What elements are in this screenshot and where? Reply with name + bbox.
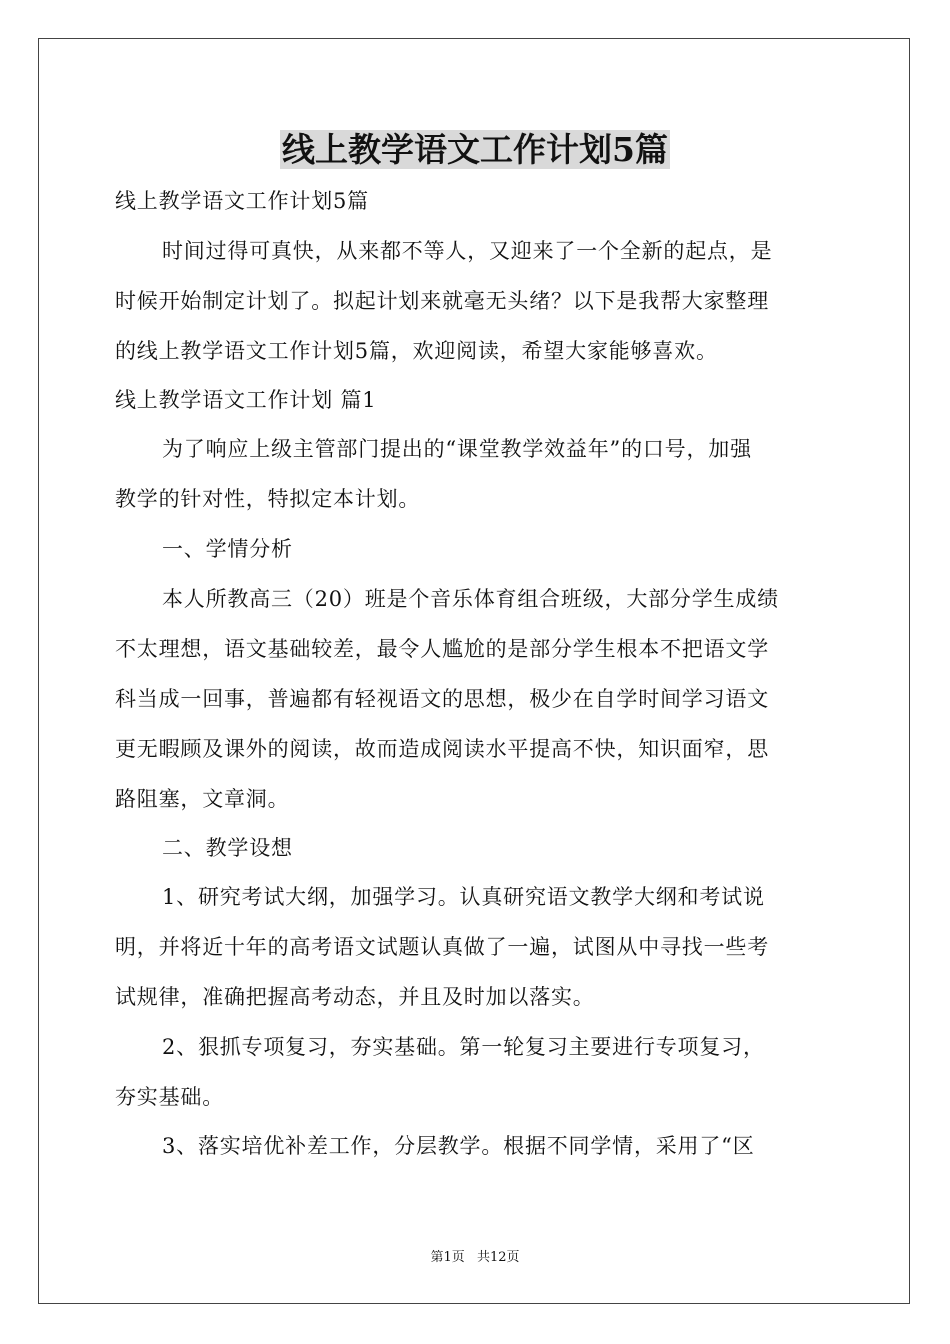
document-title-text: 线上教学语文工作计划5篇 — [282, 130, 668, 169]
paragraph-line: 夯实基础。 — [115, 1085, 224, 1109]
paragraph-line: 时间过得可真快，从来都不等人，又迎来了一个全新的起点，是 — [162, 239, 773, 263]
paragraph-line: 路阻塞，文章洞。 — [115, 787, 290, 811]
paragraph-line: 更无暇顾及课外的阅读，故而造成阅读水平提高不快，知识面窄，思 — [115, 737, 769, 761]
section-heading: 线上教学语文工作计划 篇1 — [115, 388, 377, 412]
document-title — [0, 125, 950, 175]
page-footer — [0, 1249, 950, 1267]
paragraph-line: 时候开始制定计划了。拟起计划来就毫无头绪？以下是我帮大家整理 — [115, 289, 769, 313]
paragraph-line: 的线上教学语文工作计划5篇，欢迎阅读，希望大家能够喜欢。 — [115, 339, 718, 363]
paragraph-line: 明，并将近十年的高考语文试题认真做了一遍，试图从中寻找一些考 — [115, 935, 769, 959]
paragraph-line: 本人所教高三（20）班是个音乐体育组合班级，大部分学生成绩 — [162, 587, 779, 611]
paragraph-line: 试规律，准确把握高考动态，并且及时加以落实。 — [115, 985, 595, 1009]
page-border — [38, 38, 910, 1304]
page-number: 第1页 — [430, 1250, 465, 1265]
subtitle-line: 线上教学语文工作计划5篇 — [115, 189, 369, 213]
paragraph-line: 1、研究考试大纲，加强学习。认真研究语文教学大纲和考试说 — [162, 885, 765, 909]
paragraph-line: 科当成一回事，普遍都有轻视语文的思想，极少在自学时间学习语文 — [115, 687, 769, 711]
paragraph-line: 教学的针对性，特拟定本计划。 — [115, 487, 421, 511]
paragraph-line: 2、狠抓专项复习，夯实基础。第一轮复习主要进行专项复习， — [162, 1035, 765, 1059]
page-total: 共12页 — [476, 1250, 520, 1265]
paragraph-line: 不太理想，语文基础较差，最令人尴尬的是部分学生根本不把语文学 — [115, 637, 769, 661]
paragraph-line: 为了响应上级主管部门提出的“课堂教学效益年”的口号，加强 — [162, 437, 752, 461]
subheading: 一、学情分析 — [162, 537, 293, 561]
paragraph-line: 3、落实培优补差工作，分层教学。根据不同学情，采用了“区 — [162, 1134, 755, 1158]
subheading: 二、教学设想 — [162, 836, 293, 860]
